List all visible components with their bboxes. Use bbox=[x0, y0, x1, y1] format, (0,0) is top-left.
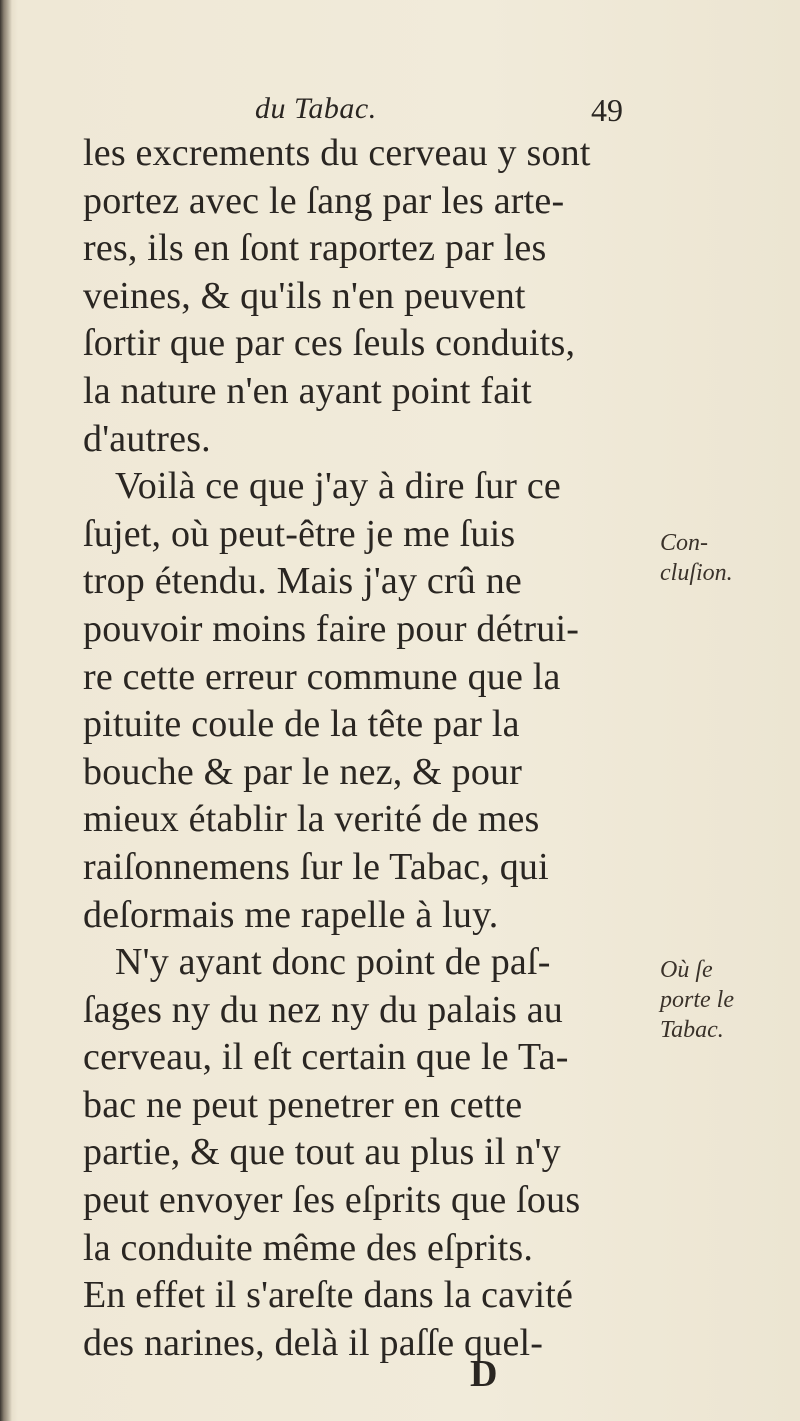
text-line: peut envoyer ſes eſprits que ſous bbox=[83, 1179, 581, 1222]
text-line: la conduite même des eſprits. bbox=[83, 1226, 534, 1269]
signature-mark: D bbox=[470, 1353, 498, 1395]
text-line: mieux établir la verité de mes bbox=[83, 798, 540, 841]
text-line: res, ils en ſont raportez par les bbox=[83, 227, 547, 270]
body-text bbox=[83, 130, 653, 1367]
margin-note-ou-se-porte bbox=[660, 955, 800, 1045]
text-line: Voilà ce que j'ay à dire ſur ce bbox=[115, 465, 561, 508]
text-line: pituite coule de la tête par la bbox=[83, 703, 520, 746]
text-line: N'y ayant donc point de paſ- bbox=[115, 941, 551, 984]
text-line: bouche & par le nez, & pour bbox=[83, 750, 523, 793]
margin-note-line: Où ſe bbox=[660, 957, 713, 983]
margin-note-line: Tabac. bbox=[660, 1017, 724, 1043]
text-line: des narines, delà il paſſe quel- bbox=[83, 1321, 544, 1364]
text-line: cerveau, il eſt certain que le Ta- bbox=[83, 1036, 569, 1079]
page-header bbox=[255, 92, 655, 132]
text-line: deſormais me rapelle à luy. bbox=[83, 893, 499, 936]
text-line: pouvoir moins faire pour détrui- bbox=[83, 607, 580, 650]
text-line: partie, & que tout au plus il n'y bbox=[83, 1131, 561, 1174]
text-line: trop étendu. Mais j'ay crû ne bbox=[83, 560, 522, 603]
text-line: la nature n'en ayant point fait bbox=[83, 369, 532, 412]
text-line: ſortir que par ces ſeuls conduits, bbox=[83, 322, 576, 365]
text-line: ſages ny du nez ny du palais au bbox=[83, 988, 564, 1031]
text-line: d'autres. bbox=[83, 417, 211, 460]
running-head: du Tabac. bbox=[255, 92, 377, 125]
text-line: raiſonnemens ſur le Tabac, qui bbox=[83, 845, 549, 888]
margin-note-line: cluſion. bbox=[660, 560, 733, 586]
margin-note-line: porte le bbox=[660, 987, 734, 1013]
text-line: ſujet, où peut-être je me ſuis bbox=[83, 512, 516, 555]
text-line: portez avec le ſang par les arte- bbox=[83, 179, 565, 222]
margin-note-line: Con- bbox=[660, 530, 708, 556]
text-line: En effet il s'areſte dans la cavité bbox=[83, 1274, 574, 1317]
binding-gutter bbox=[0, 0, 12, 1421]
page-number: 49 bbox=[591, 92, 623, 128]
text-line: re cette erreur commune que la bbox=[83, 655, 561, 698]
text-line: bac ne peut penetrer en cette bbox=[83, 1083, 523, 1126]
text-line: veines, & qu'ils n'en peuvent bbox=[83, 274, 526, 317]
text-line: les excrements du cerveau y sont bbox=[83, 132, 591, 174]
margin-note-conclusion bbox=[660, 528, 800, 588]
